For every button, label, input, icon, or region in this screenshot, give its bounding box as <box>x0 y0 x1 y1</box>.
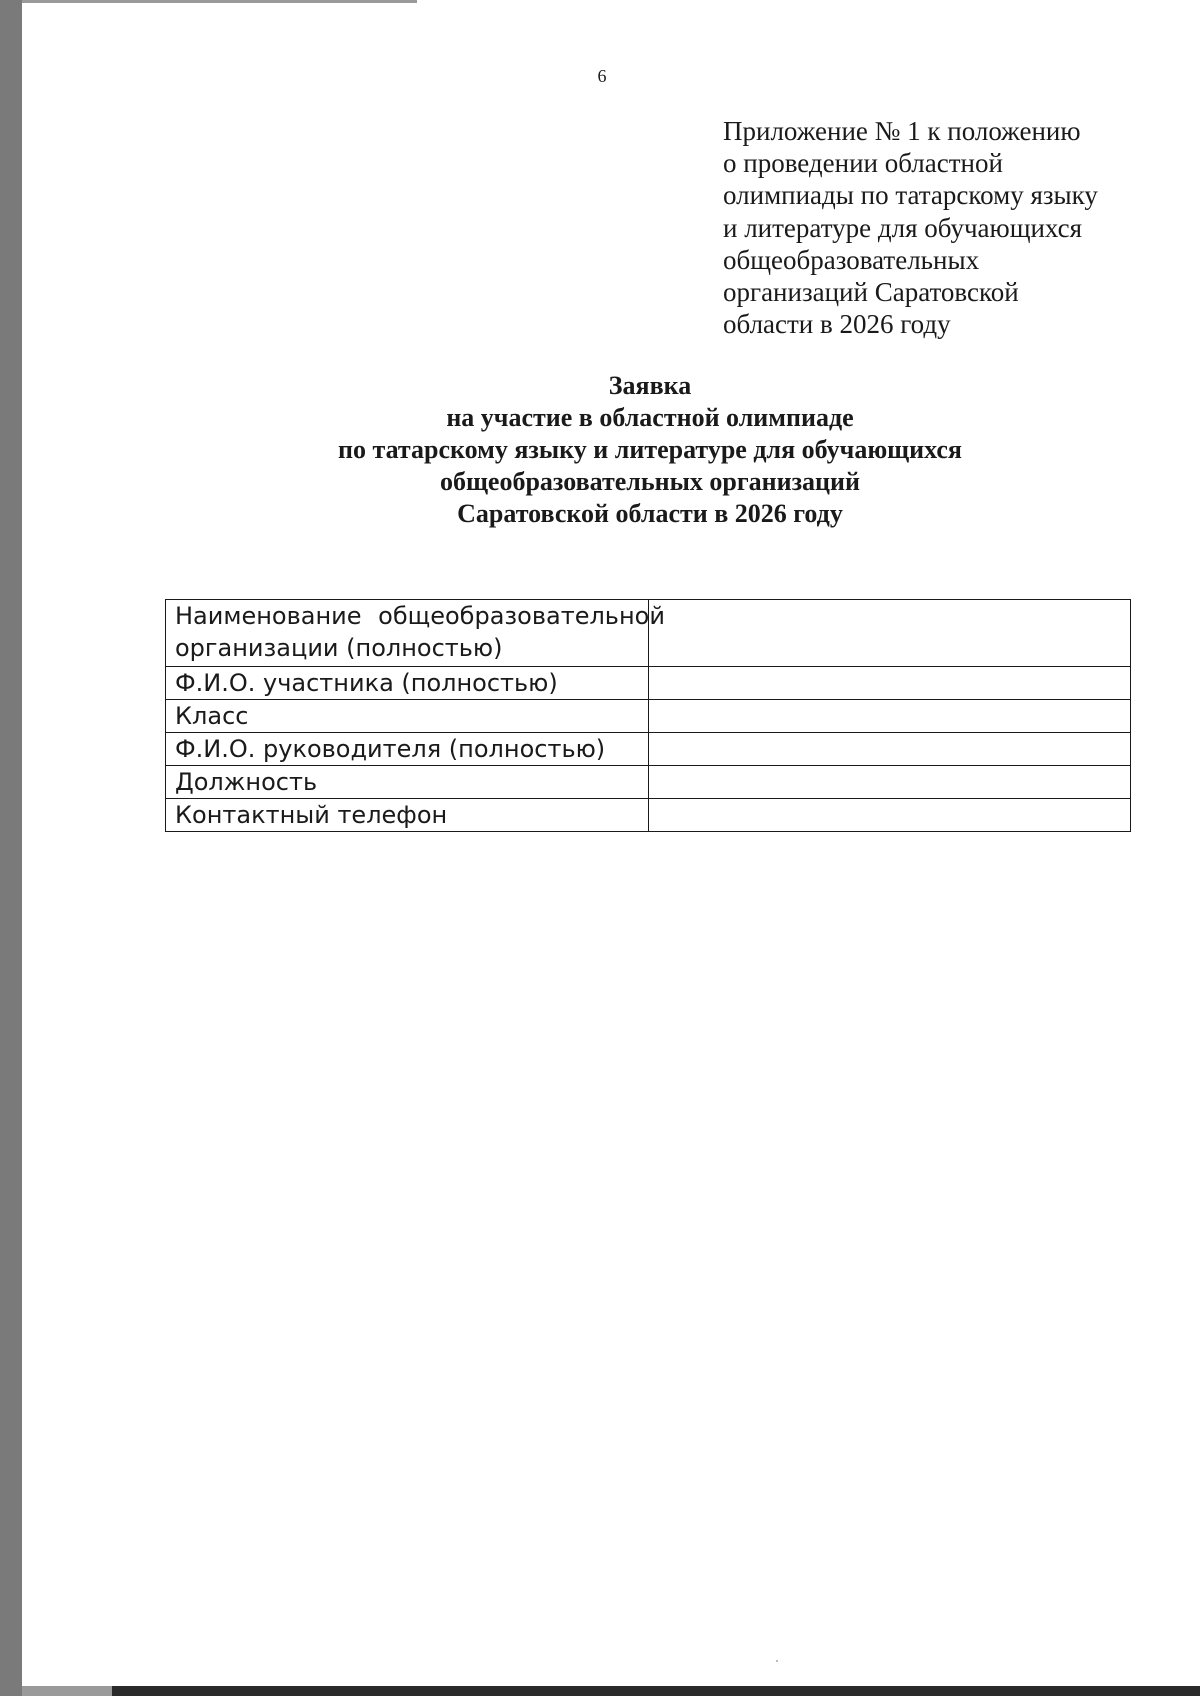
appendix-line: и литературе для обучающихся <box>723 212 1083 243</box>
document-title <box>150 370 1150 530</box>
field-label-supervisor-name: Ф.И.О. руководителя (полностью) <box>166 733 649 766</box>
field-label-line: организации (полностью) <box>175 634 503 662</box>
appendix-line: организаций Саратовской <box>723 277 1019 308</box>
field-label-organization <box>166 600 665 667</box>
field-label-position: Должность <box>166 766 649 799</box>
scan-left-margin <box>0 0 22 1696</box>
field-value-supervisor-name[interactable] <box>649 733 1131 766</box>
title-line: на участие в областной олимпиаде <box>446 403 854 432</box>
field-value-grade[interactable] <box>649 700 1131 733</box>
application-form-table <box>165 599 1131 832</box>
title-line: Саратовской области в 2026 году <box>457 499 843 528</box>
table-row <box>166 600 1131 667</box>
table-row <box>166 700 1131 733</box>
appendix-line: области в 2026 году <box>723 309 951 340</box>
table-row <box>166 733 1131 766</box>
appendix-line: о проведении областной <box>723 148 1003 179</box>
field-value-position[interactable] <box>649 766 1131 799</box>
field-label-participant-name: Ф.И.О. участника (полностью) <box>166 667 649 700</box>
table-row <box>166 799 1131 832</box>
title-line: Заявка <box>608 371 692 400</box>
field-value-participant-name[interactable] <box>649 667 1131 700</box>
field-label-phone: Контактный телефон <box>166 799 649 832</box>
table-row <box>166 667 1131 700</box>
appendix-line: Приложение № 1 к положению <box>723 116 1081 146</box>
appendix-line: олимпиады по татарскому языку <box>723 180 1098 211</box>
field-label-line: Наименование общеобразовательной <box>175 602 665 630</box>
field-value-organization[interactable] <box>649 600 1131 667</box>
field-value-phone[interactable] <box>649 799 1131 832</box>
table-row <box>166 766 1131 799</box>
title-line: по татарскому языку и литературе для обучающихся <box>338 435 962 464</box>
appendix-line: общеобразовательных <box>723 244 980 275</box>
page-number: 6 <box>597 66 607 86</box>
scan-top-edge <box>22 0 417 3</box>
appendix-note <box>723 115 1163 340</box>
scan-speck <box>776 1660 778 1662</box>
scan-bottom-edge <box>22 1686 1200 1696</box>
title-line: общеобразовательных организаций <box>439 467 860 496</box>
field-label-grade: Класс <box>166 700 649 733</box>
